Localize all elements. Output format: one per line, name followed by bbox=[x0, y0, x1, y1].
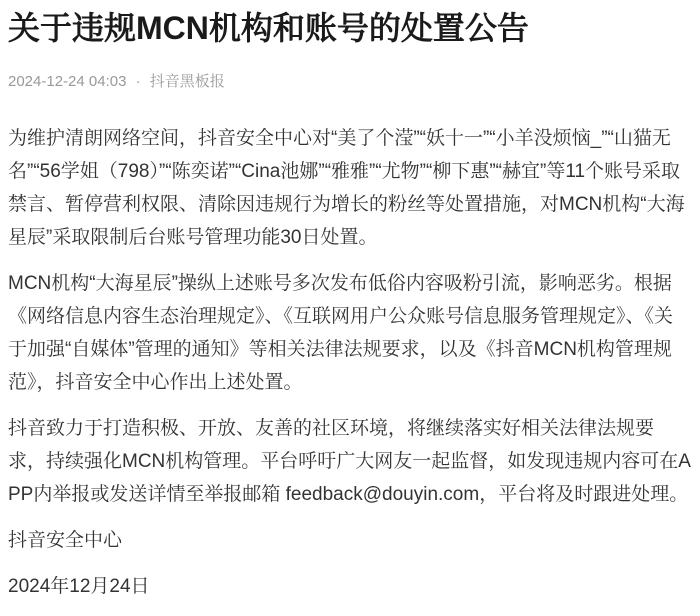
paragraph-legal-basis: MCN机构“大海星辰”操纵上述账号多次发布低俗内容吸粉引流，影响恶劣。根据《网络信息内容生态治理规定》、《互联网用户公众账号信息服务管理规定》、《关于加强“自媒体”管理的通知》等相关法律法规要求，以及《抖音MCN机构管理规范》，抖音安全中心作出上述处置。 bbox=[8, 273, 674, 393]
article-body bbox=[8, 122, 691, 511]
article-meta bbox=[8, 72, 691, 92]
paragraph-accounts-punishment: 为维护清朗网络空间，抖音安全中心对“美了个滢”“妖十一”“小羊没烦恼_”“山猫无名”“56学姐（798）”“陈奕诺”“Cina池娜”“雅雅”“尤物”“柳下惠”“赫宜”等11个账号采取禁言、暂停营利权限、清除因违规行为增长的粉丝等处置措施，对MCN机构“大海星辰”采取限制后台账号管理功能30日处置。 bbox=[8, 128, 685, 248]
announcement-date: 2024年12月24日 bbox=[8, 576, 150, 597]
meta-separator-dot: · bbox=[135, 73, 141, 90]
paragraph-platform-commitment: 抖音致力于打造积极、开放、友善的社区环境，将继续落实好相关法律法规要求，持续强化MCN机构管理。平台呼吁广大网友一起监督，如发现违规内容可在APP内举报或发送详情至举报邮箱 feedback@douyin.com，平台将及时跟进处理。 bbox=[8, 418, 691, 505]
page-title: 关于违规MCN机构和账号的处置公告 bbox=[8, 10, 529, 46]
publish-datetime: 2024-12-24 04:03 bbox=[8, 73, 127, 90]
announcement-article bbox=[8, 6, 691, 603]
signature-douyin-safety-center: 抖音安全中心 bbox=[8, 530, 123, 551]
source-name[interactable]: 抖音黑板报 bbox=[149, 73, 225, 90]
